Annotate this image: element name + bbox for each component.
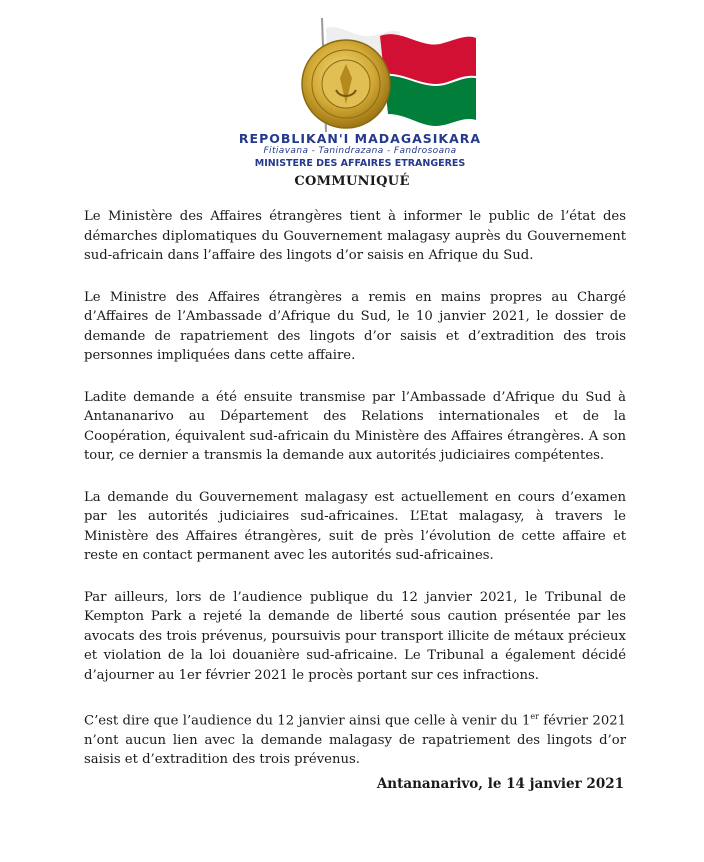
emblem-with-flag — [290, 14, 490, 132]
paragraph-2: Le Ministre des Affaires étrangères a remis en mains propres au Chargé d’Affaires de l’Ambassade d’Afrique du Sud, le 10 janvier 2021, le dossier de demande de rapatriement des lingots d’or saisis et d’extradition des trois personnes impliquées dans cette affaire. — [84, 289, 626, 363]
paragraph-5: Par ailleurs, lors de l’audience publique du 12 janvier 2021, le Tribunal de Kempton Park a rejeté la demande de liberté sous caution présentée par les avocats des trois prévenus, poursuivis pour transport illicite de métaux précieux et violation de la loi douanière sud-africaine. Le Tribunal a également décidé d’ajourner au 1er février 2021 le procès portant sur ces infractions. — [84, 589, 626, 683]
letterhead-text — [200, 132, 520, 170]
document-title: COMMUNIQUÉ — [294, 174, 410, 189]
ordinal-superscript: er — [530, 712, 539, 721]
paragraph-1: Le Ministère des Affaires étrangères tient à informer le public de l’état des démarches diplomatiques du Gouvernement malagasy auprès du Gouvernement sud-africain dans l’affaire des lingots d’or saisis en Afrique du Sud. — [84, 209, 626, 263]
national-motto: Fitiavana - Tanindrazana - Fandrosoana — [263, 146, 457, 156]
paragraph-6 — [84, 707, 626, 770]
paragraph-6-start: C’est dire que l’audience du 12 janvier ainsi que celle à venir du 1 — [84, 713, 531, 729]
paragraph-4: La demande du Gouvernement malagasy est actuellement en cours d’examen par les autorités judiciaires sud-africaines. L’Etat malagasy, à travers le Ministère des Affaires étrangères, suit de près l’évolution de cette affaire et reste en contact permanent avec les autorités sud-africaines. — [84, 489, 626, 563]
republic-name: REPOBLIKAN'I MADAGASIKARA — [238, 131, 482, 146]
communique-body — [84, 207, 626, 792]
place-and-date: Antananarivo, le 14 janvier 2021 — [376, 776, 624, 792]
ministry-name: MINISTERE DES AFFAIRES ETRANGERES — [254, 158, 466, 169]
madagascar-seal-icon — [300, 38, 392, 130]
paragraph-6-end: février 2021 n’ont aucun lien avec la demande malagasy de rapatriement des lingots d’or saisis et d’extradition des trois prévenus. — [84, 713, 626, 768]
paragraph-3: Ladite demande a été ensuite transmise par l’Ambassade d’Afrique du Sud à Antananarivo au Département des Relations internationales et de la Coopération, équivalent sud-africain du Ministère des Affaires étrangères. A son tour, ce dernier a transmis la demande aux autorités judiciaires compétentes. — [84, 389, 626, 463]
letterhead — [200, 14, 520, 169]
